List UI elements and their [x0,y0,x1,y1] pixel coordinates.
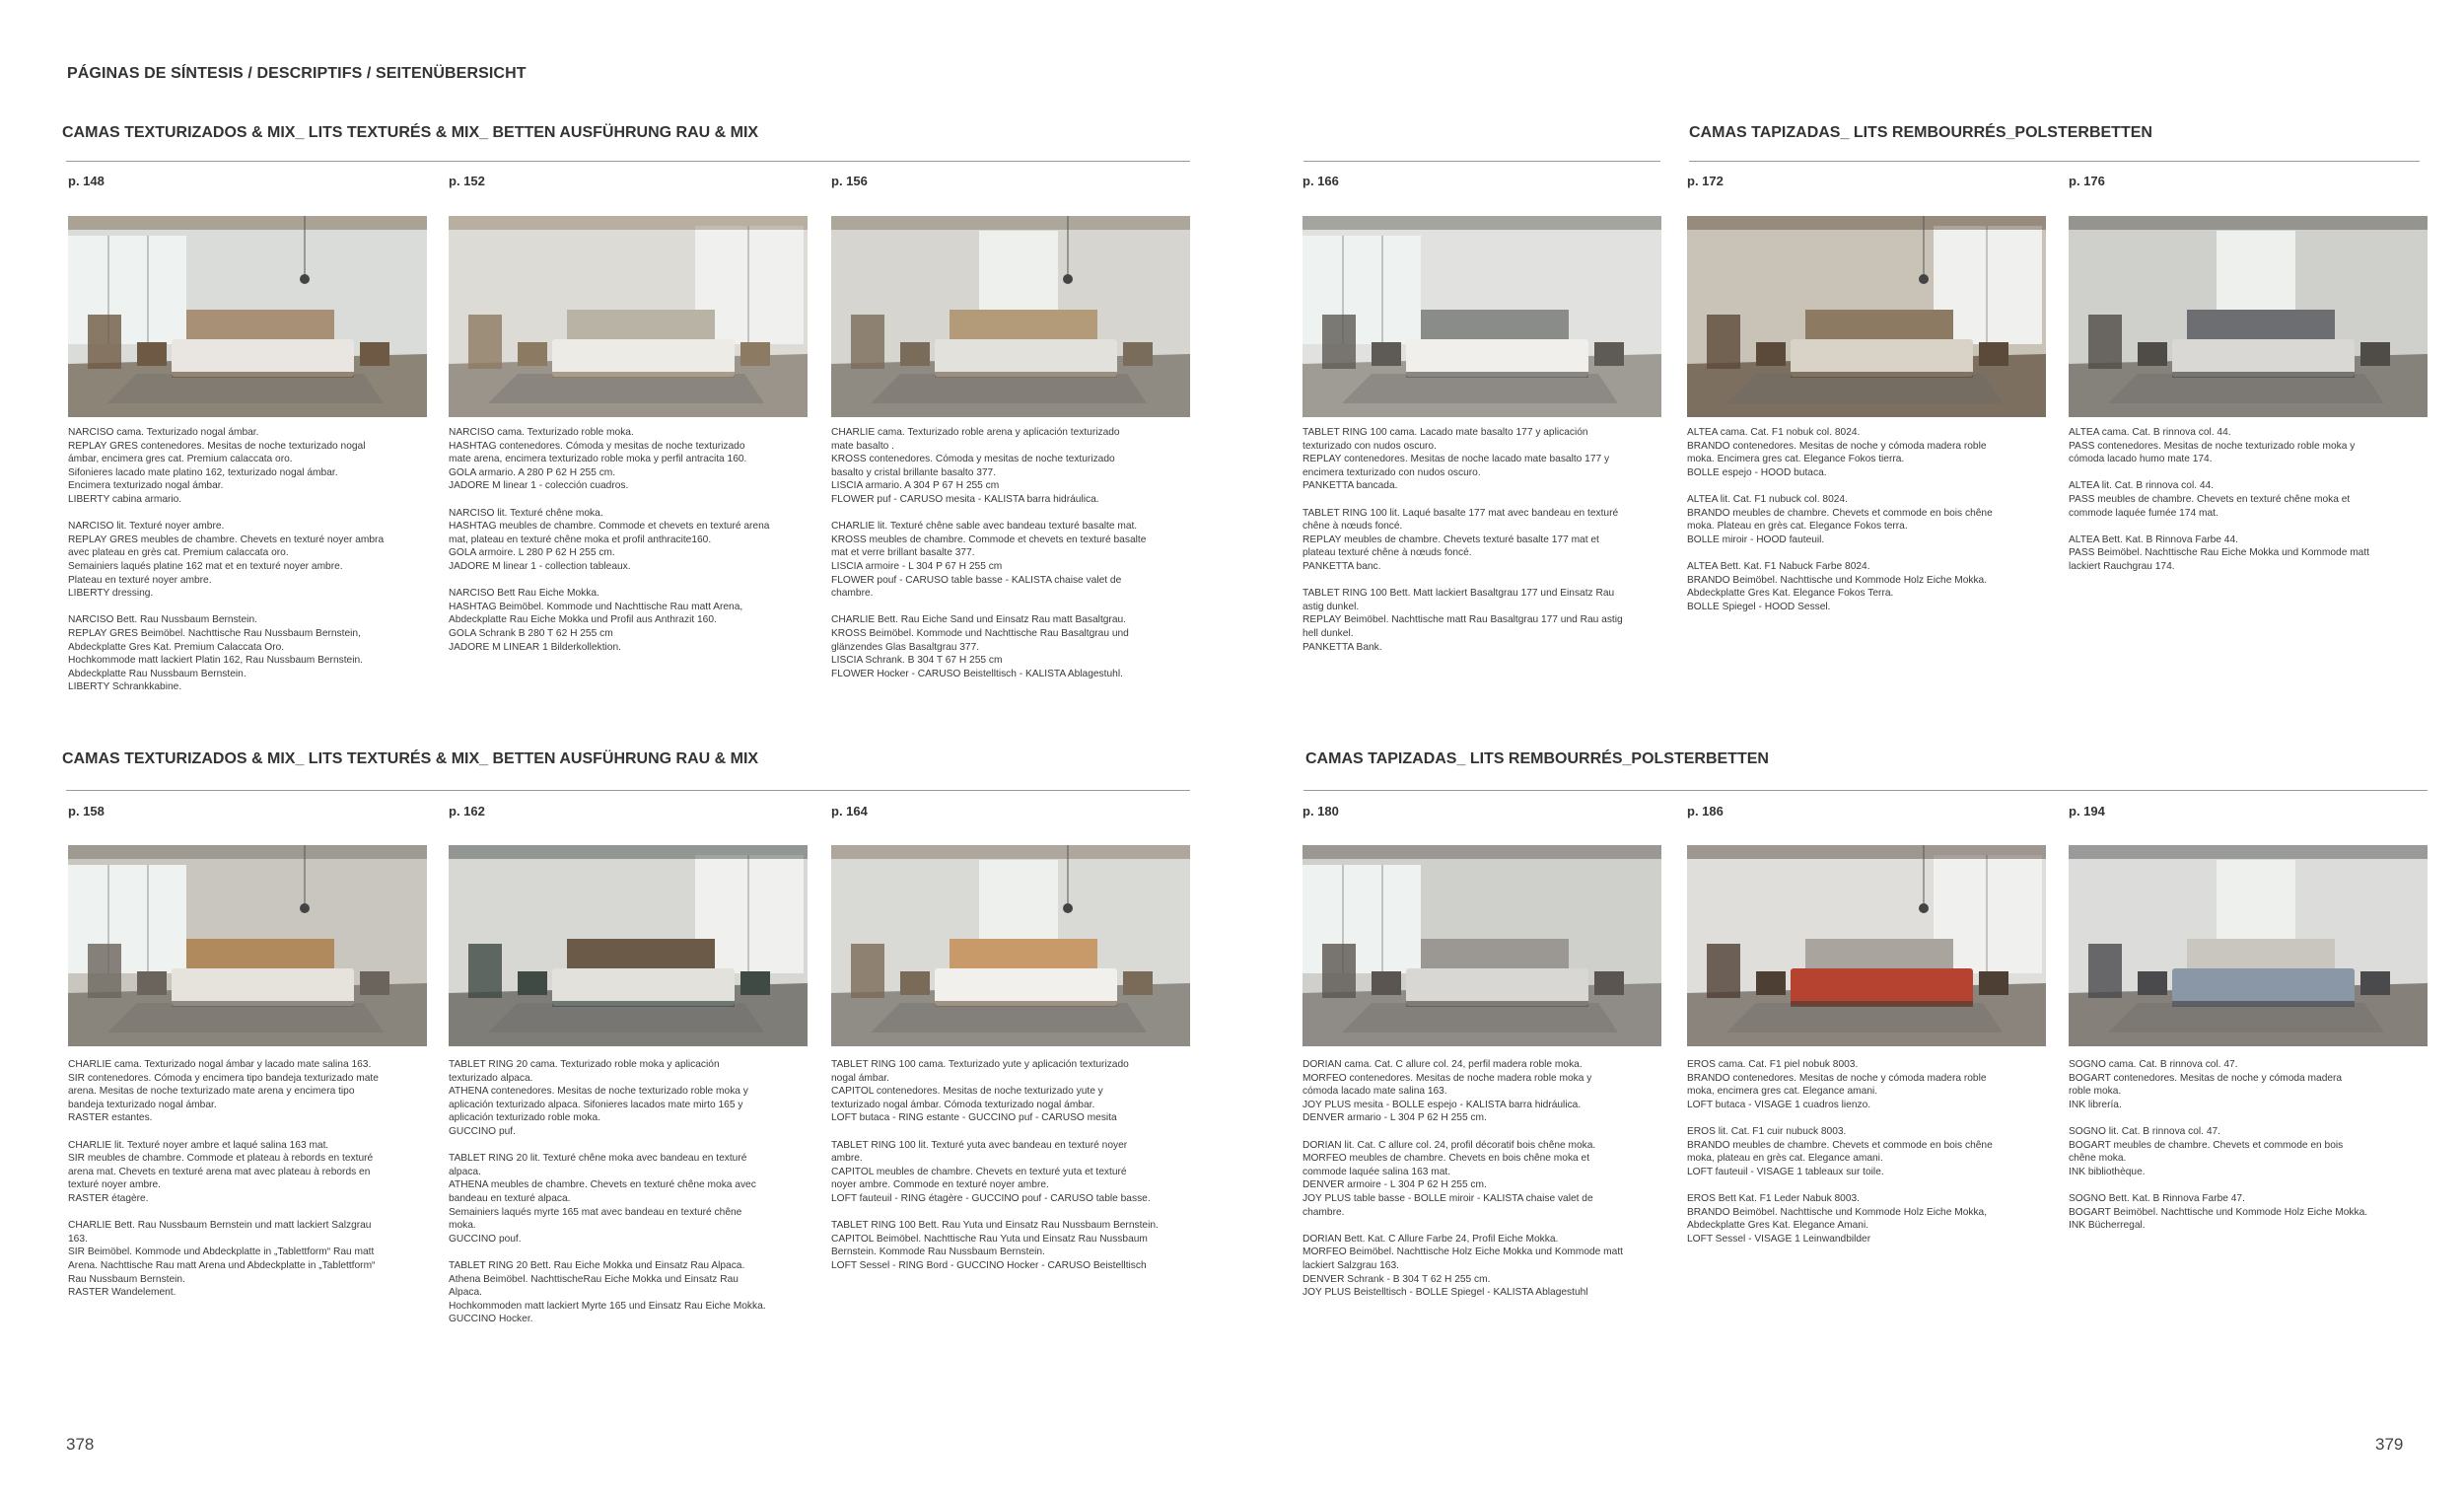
bedroom-scene-graphic [1687,845,2046,1046]
page-reference: p. 194 [2069,804,2105,819]
description-paragraph: SOGNO Bett. Kat. B Rinnova Farbe 47. BOGART Beimöbel. Nachttische und Kommode Holz Eiche Mokka. INK Bücherregal. [2069,1192,2368,1232]
description-paragraph: DORIAN lit. Cat. C allure col. 24, profil décoratif bois chêne moka. MORFEO meubles de chambre. Chevets en bois chêne moka et commode laquée salina 163 mat. DENVER armoire - L 304 P 62 H 255 cm. JOY PLUS table basse - BOLLE miroir - KALISTA chaise valet de chambre. [1302,1139,1596,1218]
page-reference: p. 158 [68,804,105,819]
bedroom-photo [449,845,808,1046]
description-paragraph: DORIAN cama. Cat. C allure col. 24, perfil madera roble moka. MORFEO contenedores. Mesitas de noche madera roble moka y cómoda lacado mate salina 163. JOY PLUS mesita - BOLLE espejo - KALISTA barra hidráulica. DENVER armario - L 304 P 62 H 255 cm. [1302,1059,1592,1124]
description-paragraph: TABLET RING 20 Bett. Rau Eiche Mokka und Einsatz Rau Alpaca. Athena Beimöbel. NachttischeRau Eiche Mokka und Einsatz Rau Alpaca. Hochkommoden matt lackiert Myrte 165 und Einsatz Rau Eiche Mokka. GUCCINO Hocker. [449,1259,766,1325]
description-paragraph: ALTEA cama. Cat. B rinnova col. 44. PASS contenedores. Mesitas de noche texturizado roble moka y cómoda lacado humo mate 174. [2069,427,2356,465]
description-paragraph: TABLET RING 100 Bett. Matt lackiert Basaltgrau 177 und Einsatz Rau astig dunkel. REPLAY Beimöbel. Nachttische matt Rau Basaltgrau 177 und Rau astig hell dunkel. PANKETTA Bank. [1302,588,1623,653]
description-paragraph: CHARLIE Bett. Rau Eiche Sand und Einsatz Rau matt Basaltgrau. KROSS Beimöbel. Kommode und Nachttische Rau Basaltgrau und glänzendes Glas Basaltgrau 377. LISCIA Schrank. B 304 T 67 H 255 cm FLOWER Hocker - CARUSO Beistelltisch - KALISTA Ablagestuhl. [831,614,1129,679]
bedroom-photo [2069,845,2428,1046]
divider-line [1303,161,1660,162]
description-paragraph: NARCISO cama. Texturizado roble moka. HASHTAG contenedores. Cómoda y mesitas de noche texturizado mate arena, encimera texturizado roble moka y perfil antracita 160. GOLA armario. A 280 P 62 H 255 cm. JADORE M linear 1 - colección cuadros. [449,427,747,492]
description-paragraph: NARCISO cama. Texturizado nogal ámbar. REPLAY GRES contenedores. Mesitas de noche texturizado nogal ámbar, encimera gres cat. Premium calaccata oro. Sifonieres lacado mate platino 162, texturizado nogal ámbar. Encimera texturizado nogal ámbar. LIBERTY cabina armario. [68,427,366,505]
product-description [831,426,1192,694]
description-paragraph: DORIAN Bett. Kat. C Allure Farbe 24, Profil Eiche Mokka. MORFEO Beimöbel. Nachttische Holz Eiche Mokka und Kommode matt lackiert Salzgrau 163. DENVER Schrank - B 304 T 62 H 255 cm. JOY PLUS Beistelltisch - BOLLE Spiegel - KALISTA Ablagestuhl [1302,1233,1623,1299]
bedroom-scene-graphic [68,216,427,417]
bedroom-photo [68,216,427,417]
page-reference: p. 156 [831,174,868,188]
description-paragraph: EROS Bett Kat. F1 Leder Nabuk 8003. BRANDO Beimöbel. Nachttische und Kommode Holz Eiche Mokka, Abdeckplatte Gres Kat. Elegance Amani. LOFT Sessel - VISAGE 1 Leinwandbilder [1687,1192,1988,1245]
page-number-left: 378 [66,1435,95,1454]
page-reference: p. 162 [449,804,485,819]
page-header: PÁGINAS DE SÍNTESIS / DESCRIPTIFS / SEITENÜBERSICHT [67,65,527,82]
product-description [68,426,429,707]
description-paragraph: CHARLIE cama. Texturizado nogal ámbar y lacado mate salina 163. SIR contenedores. Cómoda y encimera tipo bandeja texturizado mate arena. Mesitas de noche texturizado mate arena y encimera tipo bandeja texturizado nogal ámbar. RASTER estantes. [68,1059,379,1124]
description-paragraph: ALTEA lit. Cat. F1 nubuck col. 8024. BRANDO meubles de chambre. Chevets et commode en bois chêne moka. Plateau en grès cat. Elegance Fokos terra. BOLLE miroir - HOOD fauteuil. [1687,493,1993,545]
description-paragraph: SOGNO lit. Cat. B rinnova col. 47. BOGART meubles de chambre. Chevets et commode en bois chêne moka. INK bibliothèque. [2069,1125,2344,1177]
description-paragraph: ALTEA Bett. Kat. B Rinnova Farbe 44. PASS Beimöbel. Nachttische Rau Eiche Mokka und Kommode matt lackiert Rauchgrau 174. [2069,534,2370,572]
description-paragraph: TABLET RING 20 cama. Texturizado roble moka y aplicación texturizado alpaca. ATHENA contenedores. Mesitas de noche texturizado roble moka y aplicación texturizado alpaca. Sifonieres lacados mate mirto 165 y aplicación texturizado roble moka. GUCCINO puf. [449,1059,748,1137]
bedroom-photo [1687,845,2046,1046]
description-paragraph: NARCISO Bett. Rau Nussbaum Bernstein. REPLAY GRES Beimöbel. Nachttische Rau Nussbaum Bernstein, Abdeckplatte Gres Kat. Premium Calaccata Oro. Hochkommode matt lackiert Platin 162, Rau Nussbaum Bernstein. Abdeckplatte Rau Nussbaum Bernstein. LIBERTY Schrankkabine. [68,614,363,693]
bedroom-scene-graphic [449,216,808,417]
description-paragraph: TABLET RING 100 Bett. Rau Yuta und Einsatz Rau Nussbaum Bernstein. CAPITOL Beimöbel. Nachttische Rau Yuta und Einsatz Rau Nussbaum Bernstein. Kommode Rau Nussbaum Bernstein. LOFT Sessel - RING Bord - GUCCINO Hocker - CARUSO Beistelltisch [831,1220,1159,1271]
product-description [1687,1058,2048,1259]
section-title-upholstered-bottom: CAMAS TAPIZADAS_ LITS REMBOURRÉS_POLSTERBETTEN [1305,750,1769,767]
bedroom-scene-graphic [449,845,808,1046]
section-title-textured-bottom: CAMAS TEXTURIZADOS & MIX_ LITS TEXTURÉS & MIX_ BETTEN AUSFÜHRUNG RAU & MIX [62,750,759,767]
page-reference: p. 148 [68,174,105,188]
bedroom-scene-graphic [1302,216,1661,417]
bedroom-photo [2069,216,2428,417]
description-paragraph: TABLET RING 100 lit. Laqué basalte 177 mat avec bandeau en texturé chêne à nœuds foncé. REPLAY meubles de chambre. Chevets texturé basalte 177 mat et plateau texturé chêne à nœuds foncé. PANKETTA banc. [1302,507,1619,572]
product-description [68,1058,429,1313]
description-paragraph: CHARLIE cama. Texturizado roble arena y aplicación texturizado mate basalto . KROSS contenedores. Cómoda y mesitas de noche texturizado basalto y cristal brillante basalto 377. LISCIA armario. A 304 P 67 H 255 cm FLOWER puf - CARUSO mesita - KALISTA barra hidráulica. [831,427,1120,505]
description-paragraph: ALTEA cama. Cat. F1 nobuk col. 8024. BRANDO contenedores. Mesitas de noche y cómoda madera roble moka. Encimera gres cat. Elegance Fokos tierra. BOLLE espejo - HOOD butaca. [1687,427,1987,478]
bedroom-scene-graphic [2069,216,2428,417]
product-description [449,1058,810,1339]
description-paragraph: TABLET RING 20 lit. Texturé chêne moka avec bandeau en texturé alpaca. ATHENA meubles de chambre. Chevets en texturé chêne moka avec bandeau en texturé alpaca. Semainiers laqués myrte 165 mat avec bandeau en texturé chêne moka. GUCCINO pouf. [449,1153,756,1245]
description-paragraph: EROS lit. Cat. F1 cuir nubuck 8003. BRANDO meubles de chambre. Chevets et commode en bois chêne moka, plateau en grès cat. Elegance amani. LOFT fauteuil - VISAGE 1 tableaux sur toile. [1687,1125,1993,1177]
bedroom-photo [1302,216,1661,417]
divider-line [66,790,1190,791]
page-reference: p. 176 [2069,174,2105,188]
description-paragraph: TABLET RING 100 lit. Texturé yuta avec bandeau en texturé noyer ambre. CAPITOL meubles de chambre. Chevets en texturé yuta et texturé noyer ambre. Commode en texturé noyer ambre. LOFT fauteuil - RING étagère - GUCCINO pouf - CARUSO table basse. [831,1139,1151,1204]
bedroom-scene-graphic [831,845,1190,1046]
section-title-upholstered-top: CAMAS TAPIZADAS_ LITS REMBOURRÉS_POLSTERBETTEN [1689,124,2152,141]
description-paragraph: NARCISO lit. Texturé noyer ambre. REPLAY GRES meubles de chambre. Chevets en texturé noyer ambra avec plateau en grès cat. Premium calaccata oro. Semainiers laqués platine 162 mat et en texturé noyer ambre. Plateau en texturé noyer ambre. LIBERTY dressing. [68,521,385,600]
divider-line [66,161,1190,162]
page-number-right: 379 [2375,1435,2404,1454]
description-paragraph: TABLET RING 100 cama. Texturizado yute y aplicación texturizado nogal ámbar. CAPITOL contenedores. Mesitas de noche texturizado yute y texturizado nogal ámbar. Cómoda texturizado nogal ámbar. LOFT butaca - RING estante - GUCCINO puf - CARUSO mesita [831,1059,1129,1124]
page-reference: p. 180 [1302,804,1339,819]
product-description [2069,426,2429,587]
description-paragraph: EROS cama. Cat. F1 piel nobuk 8003. BRANDO contenedores. Mesitas de noche y cómoda madera roble moka, encimera gres cat. Elegance amani. LOFT butaca - VISAGE 1 cuadros lienzo. [1687,1059,1987,1110]
product-description [449,426,810,668]
bedroom-scene-graphic [68,845,427,1046]
description-paragraph: NARCISO lit. Texturé chêne moka. HASHTAG meubles de chambre. Commode et chevets en texturé arena mat, plateau en texturé chêne moka et profil anthracite160. GOLA armoire. L 280 P 62 H 255 cm. JADORE M linear 1 - collection tableaux. [449,507,770,572]
description-paragraph: CHARLIE lit. Texturé chêne sable avec bandeau texturé basalte mat. KROSS meubles de chambre. Commode et chevets en texturé basalte mat et verre brillant basalte 377. LISCIA armoire - L 304 P 67 H 255 cm FLOWER pouf - CARUSO table basse - KALISTA chaise valet de chambre. [831,521,1147,600]
page-reference: p. 152 [449,174,485,188]
bedroom-photo [1687,216,2046,417]
product-description [1302,1058,1663,1313]
bedroom-photo [1302,845,1661,1046]
page-reference: p. 186 [1687,804,1724,819]
bedroom-photo [68,845,427,1046]
description-paragraph: ALTEA lit. Cat. B rinnova col. 44. PASS meubles de chambre. Chevets en texturé chêne moka et commode laquée fumée 174 mat. [2069,480,2351,519]
page-reference: p. 172 [1687,174,1724,188]
product-description [1687,426,2048,627]
description-paragraph: SOGNO cama. Cat. B rinnova col. 47. BOGART contenedores. Mesitas de noche y cómoda madera roble moka. INK librería. [2069,1059,2343,1110]
description-paragraph: NARCISO Bett Rau Eiche Mokka. HASHTAG Beimöbel. Kommode und Nachttische Rau matt Arena, Abdeckplatte Rau Eiche Mokka und Profil aus Anthrazit 160. GOLA Schrank B 280 T 62 H 255 cm JADORE M LINEAR 1 Bilderkollektion. [449,588,743,653]
description-paragraph: TABLET RING 100 cama. Lacado mate basalto 177 y aplicación texturizado con nudos oscuro. REPLAY contenedores. Mesitas de noche lacado mate basalto 177 y encimera texturizado con nudos oscuro. PANKETTA bancada. [1302,427,1610,492]
divider-line [1689,161,2420,162]
bedroom-scene-graphic [2069,845,2428,1046]
section-title-textured-top: CAMAS TEXTURIZADOS & MIX_ LITS TEXTURÉS & MIX_ BETTEN AUSFÜHRUNG RAU & MIX [62,124,759,141]
page-reference: p. 164 [831,804,868,819]
description-paragraph: CHARLIE lit. Texturé noyer ambre et laqué salina 163 mat. SIR meubles de chambre. Commode et plateau à rebords en texturé arena mat. Chevets en texturé arena mat avec plateau à rebords en texturé noyer ambre. RASTER étagère. [68,1139,374,1204]
product-description [831,1058,1192,1286]
page-reference: p. 166 [1302,174,1339,188]
description-paragraph: ALTEA Bett. Kat. F1 Nabuck Farbe 8024. BRANDO Beimöbel. Nachttische und Kommode Holz Eiche Mokka. Abdeckplatte Gres Kat. Elegance Fokos Terra. BOLLE Spiegel - HOOD Sessel. [1687,560,1988,612]
bedroom-scene-graphic [1687,216,2046,417]
bedroom-photo [449,216,808,417]
divider-line [1303,790,2428,791]
bedroom-photo [831,845,1190,1046]
bedroom-scene-graphic [831,216,1190,417]
product-description [1302,426,1663,668]
description-paragraph: CHARLIE Bett. Rau Nussbaum Bernstein und matt lackiert Salzgrau 163. SIR Beimöbel. Kommode und Abdeckplatte in „Tablettform“ Rau matt Arena. Nachttische Rau matt Arena und Abdeckplatte in „Tablettform“ Rau Nussbaum Bernstein. RASTER Wandelement. [68,1220,376,1299]
bedroom-scene-graphic [1302,845,1661,1046]
product-description [2069,1058,2429,1246]
bedroom-photo [831,216,1190,417]
